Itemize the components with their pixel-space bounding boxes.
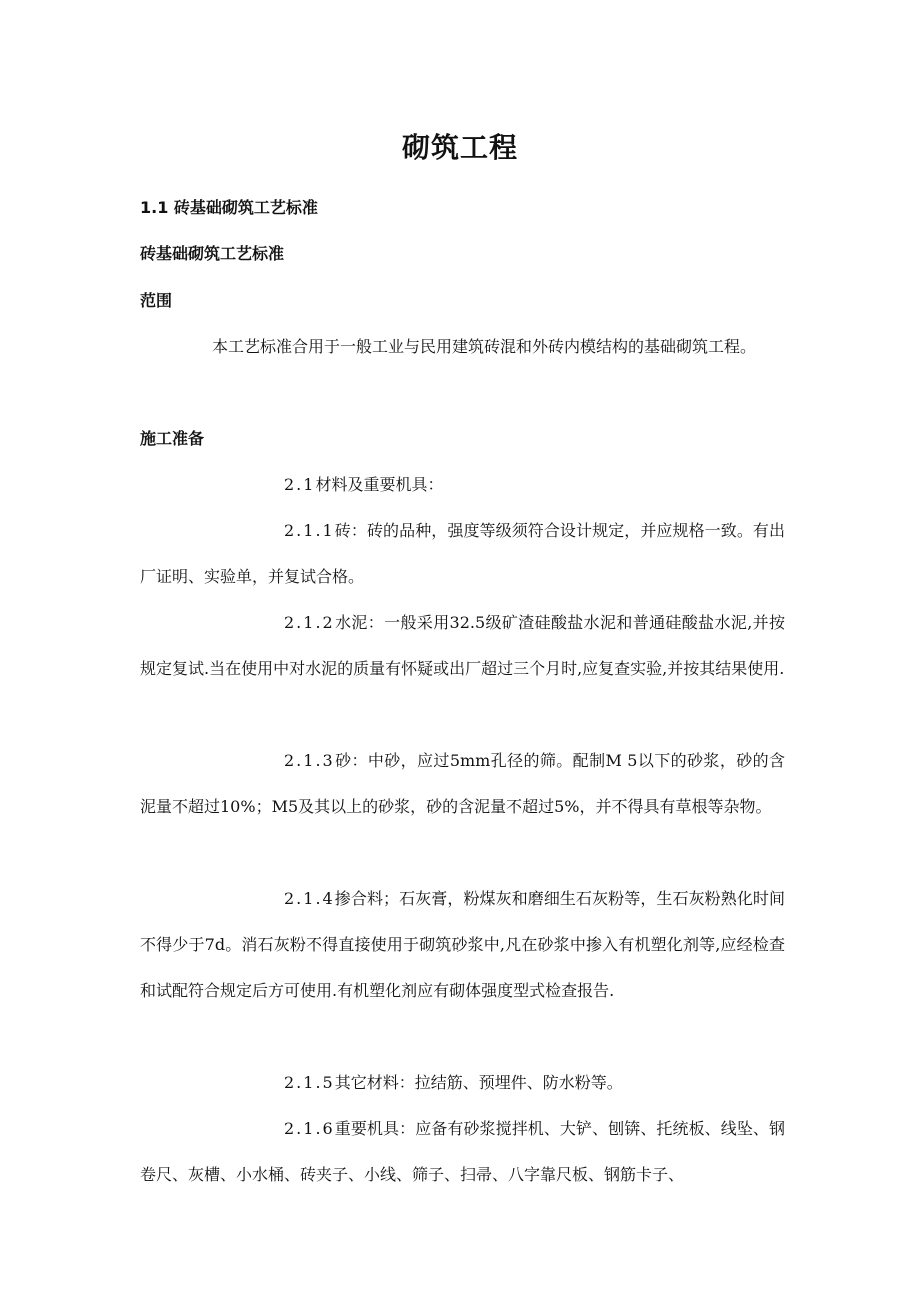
item-paragraph	[140, 508, 785, 600]
item-text: 掺合料；石灰膏，粉煤灰和磨细生石灰粉等，生石灰粉熟化时间不得少于7d。消石灰粉不得直接使用于砌筑砂浆中,凡在砂浆中掺入有机塑化剂等,应经检查和试配符合规定后方可使用.有机塑化剂应有砌体强度型式检查报告.	[140, 889, 785, 1000]
item-number: 2.1.5	[284, 1073, 335, 1092]
subsection-heading: 砖基础砌筑工艺标准	[140, 244, 285, 263]
item-number: 2.1	[284, 475, 316, 494]
item-paragraph	[140, 876, 785, 1014]
scope-heading: 范围	[140, 291, 173, 310]
item-text: 其它材料：拉结筋、预埋件、防水粉等。	[334, 1073, 623, 1092]
item-text: 砖：砖的品种，强度等级须符合设计规定，并应规格一致。有出厂证明、实验单，并复试合格。	[140, 521, 785, 586]
preparation-heading: 施工准备	[140, 429, 205, 448]
item-number: 2.1.4	[284, 889, 335, 908]
document-title: 砌筑工程	[401, 131, 518, 164]
item-paragraph	[140, 462, 785, 508]
item-number: 2.1.3	[284, 751, 335, 770]
item-text: 材料及重要机具：	[315, 475, 444, 494]
item-paragraph	[140, 600, 785, 692]
item-number: 2.1.6	[284, 1119, 335, 1138]
item-text: 砂：中砂，应过5mm孔径的筛。配制M 5以下的砂浆，砂的含泥量不超过10%；M5及其以上的砂浆，砂的含泥量不超过5%，并不得具有草根等杂物。	[140, 751, 785, 816]
item-number: 2.1.2	[284, 613, 335, 632]
item-paragraph	[140, 1106, 785, 1198]
item-text: 水泥：一般采用32.5级矿渣硅酸盐水泥和普通硅酸盐水泥,并按规定复试.当在使用中对水泥的质量有怀疑或出厂超过三个月时,应复查实验,并按其结果使用.	[140, 613, 785, 678]
item-paragraph	[140, 738, 785, 830]
section-heading-1-1: 1.1 砖基础砌筑工艺标准	[140, 198, 318, 217]
scope-paragraph: 本工艺标准合用于一般工业与民用建筑砖混和外砖内模结构的基础砌筑工程。	[212, 337, 757, 356]
item-paragraph	[140, 1060, 785, 1106]
item-number: 2.1.1	[284, 521, 335, 540]
item-text: 重要机具：应备有砂浆搅拌机、大铲、刨锛、托统板、线坠、钢卷尺、灰槽、小水桶、砖夹子、小线、筛子、扫帚、八字靠尺板、钢筋卡子、	[140, 1119, 785, 1184]
